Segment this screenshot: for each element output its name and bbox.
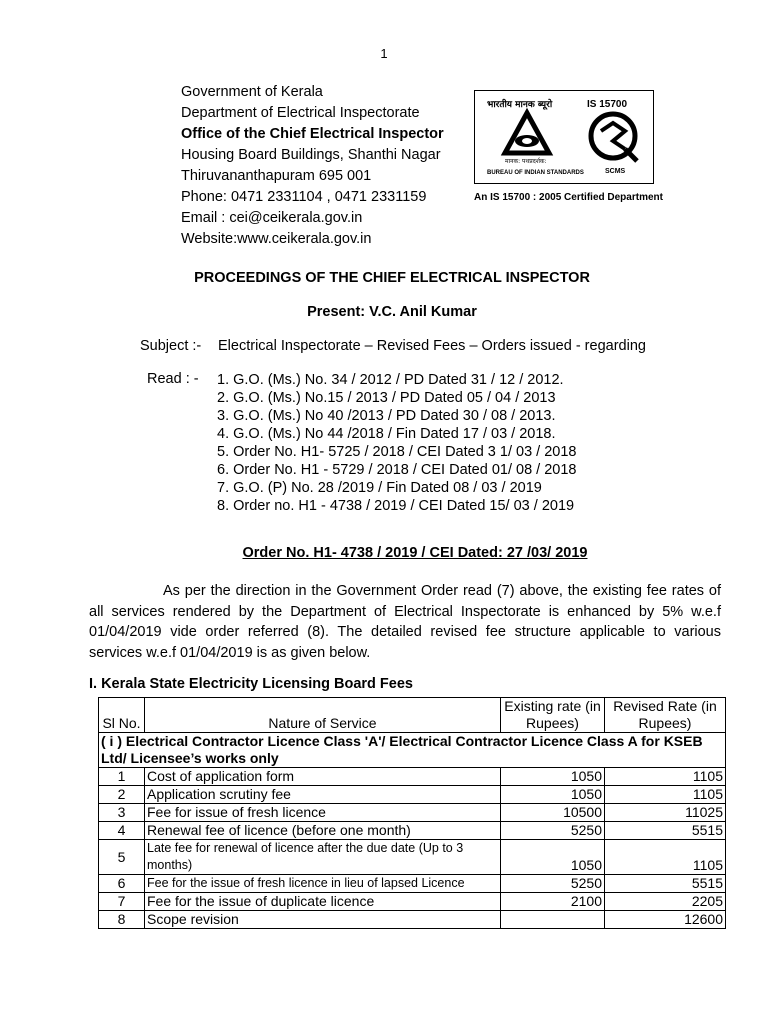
cell-existing: 5250 [501, 875, 605, 893]
cell-revised: 5515 [605, 822, 726, 840]
cell-revised: 12600 [605, 911, 726, 929]
table-row [99, 840, 726, 875]
address-line: Housing Board Buildings, Shanthi Nagar [181, 147, 441, 163]
cell-existing: 10500 [501, 804, 605, 822]
fees-table [98, 697, 726, 929]
cell-sl: 4 [99, 822, 145, 840]
cell-sl: 6 [99, 875, 145, 893]
subject-label: Subject :- [140, 338, 202, 354]
table-row [99, 875, 726, 893]
table-row [99, 911, 726, 929]
cell-sl: 1 [99, 768, 145, 786]
table-header-row [99, 698, 726, 733]
page-number: 1 [380, 46, 388, 61]
cell-revised: 2205 [605, 893, 726, 911]
address-line: Department of Electrical Inspectorate [181, 105, 420, 121]
cell-existing [501, 911, 605, 929]
cell-revised: 1105 [605, 768, 726, 786]
bis-certification-logo [474, 90, 654, 184]
office-name: Office of the Chief Electrical Inspector [181, 126, 444, 142]
email-line: Email : cei@ceikerala.gov.in [181, 210, 363, 226]
header-sl: Sl No. [99, 698, 145, 733]
cell-sl: 5 [99, 840, 145, 875]
cell-service: Cost of application form [145, 768, 501, 786]
cell-revised: 5515 [605, 875, 726, 893]
address-line: Government of Kerala [181, 84, 323, 100]
cell-sl: 3 [99, 804, 145, 822]
table-row [99, 822, 726, 840]
proceedings-title: PROCEEDINGS OF THE CHIEF ELECTRICAL INSPECTOR [194, 270, 590, 286]
paragraph-text: As per the direction in the Government Order read (7) above, the existing fee rates of all services rendered by the Department of Electrical Inspectorate is enhanced by 5% w.e.f 01/04/2019 vide order referred (8). The detailed revised fee structure applicable to various services w.e.f 01/04/2019 is as given below. [89, 583, 721, 661]
logo-motto: मानक: पथप्रदर्शक: [505, 158, 547, 165]
cell-service: Fee for the issue of duplicate licence [145, 893, 501, 911]
cell-revised: 11025 [605, 804, 726, 822]
order-number: Order No. H1- 4738 / 2019 / CEI Dated: 27 /03/ 2019 [242, 545, 588, 561]
cell-service: Late fee for renewal of licence after the due date (Up to 3 months) [145, 840, 501, 875]
office-address [181, 82, 444, 250]
read-item: 5. Order No. H1- 5725 / 2018 / CEI Dated 3 1/ 03 / 2018 [217, 444, 577, 460]
cell-existing: 1050 [501, 840, 605, 875]
cell-service: Renewal fee of licence (before one month) [145, 822, 501, 840]
address-line: Thiruvananthapuram 695 001 [181, 168, 372, 184]
cell-service: Application scrutiny fee [145, 786, 501, 804]
category-row [99, 733, 726, 768]
read-item: 3. G.O. (Ms.) No 40 /2013 / PD Dated 30 / 08 / 2013. [217, 408, 556, 424]
logo-bureau-name: BUREAU OF INDIAN STANDARDS [487, 170, 584, 176]
cell-revised: 1105 [605, 840, 726, 875]
read-references [217, 371, 577, 515]
cell-service: Fee for issue of fresh licence [145, 804, 501, 822]
table-row [99, 786, 726, 804]
certification-caption: An IS 15700 : 2005 Certified Department [474, 192, 663, 203]
cell-existing: 2100 [501, 893, 605, 911]
cell-sl: 7 [99, 893, 145, 911]
cell-service: Fee for the issue of fresh licence in lieu of lapsed Licence [145, 875, 501, 893]
order-paragraph [89, 581, 721, 663]
read-item: 2. G.O. (Ms.) No.15 / 2013 / PD Dated 05 / 04 / 2013 [217, 390, 556, 406]
read-item: 1. G.O. (Ms.) No. 34 / 2012 / PD Dated 31 / 12 / 2012. [217, 372, 564, 388]
website-line: Website:www.ceikerala.gov.in [181, 231, 372, 247]
section-title: I. Kerala State Electricity Licensing Board Fees [89, 676, 413, 692]
subject-line [140, 338, 646, 354]
read-item: 8. Order no. H1 - 4738 / 2019 / CEI Dated 15/ 03 / 2019 [217, 498, 575, 514]
cell-revised: 1105 [605, 786, 726, 804]
cell-existing: 5250 [501, 822, 605, 840]
read-item: 7. G.O. (P) No. 28 /2019 / Fin Dated 08 / 03 / 2019 [217, 480, 542, 496]
subject-text: Electrical Inspectorate – Revised Fees – Orders issued - regarding [218, 338, 646, 354]
read-item: 4. G.O. (Ms.) No 44 /2018 / Fin Dated 17 / 03 / 2018. [217, 426, 556, 442]
table-row [99, 768, 726, 786]
bis-logo-icon [475, 91, 652, 182]
logo-scms: SCMS [605, 168, 626, 175]
cell-existing: 1050 [501, 786, 605, 804]
cell-sl: 2 [99, 786, 145, 804]
read-label: Read : - [147, 371, 199, 387]
table-row [99, 893, 726, 911]
category-label: ( i ) Electrical Contractor Licence Class 'A'/ Electrical Contractor Licence Class A for KSEB Ltd/ Licensee’s works only [99, 733, 726, 768]
header-existing: Existing rate (in Rupees) [501, 698, 605, 733]
cell-sl: 8 [99, 911, 145, 929]
read-item: 6. Order No. H1 - 5729 / 2018 / CEI Dated 01/ 08 / 2018 [217, 462, 577, 478]
header-revised: Revised Rate (in Rupees) [605, 698, 726, 733]
cell-existing: 1050 [501, 768, 605, 786]
logo-hindi-text: भारतीय मानक ब्यूरो [487, 100, 553, 110]
present-line: Present: V.C. Anil Kumar [307, 304, 477, 320]
logo-is-number: IS 15700 [587, 99, 628, 110]
cell-service: Scope revision [145, 911, 501, 929]
header-nature: Nature of Service [145, 698, 501, 733]
phone-line: Phone: 0471 2331104 , 0471 2331159 [181, 189, 427, 205]
table-row [99, 804, 726, 822]
